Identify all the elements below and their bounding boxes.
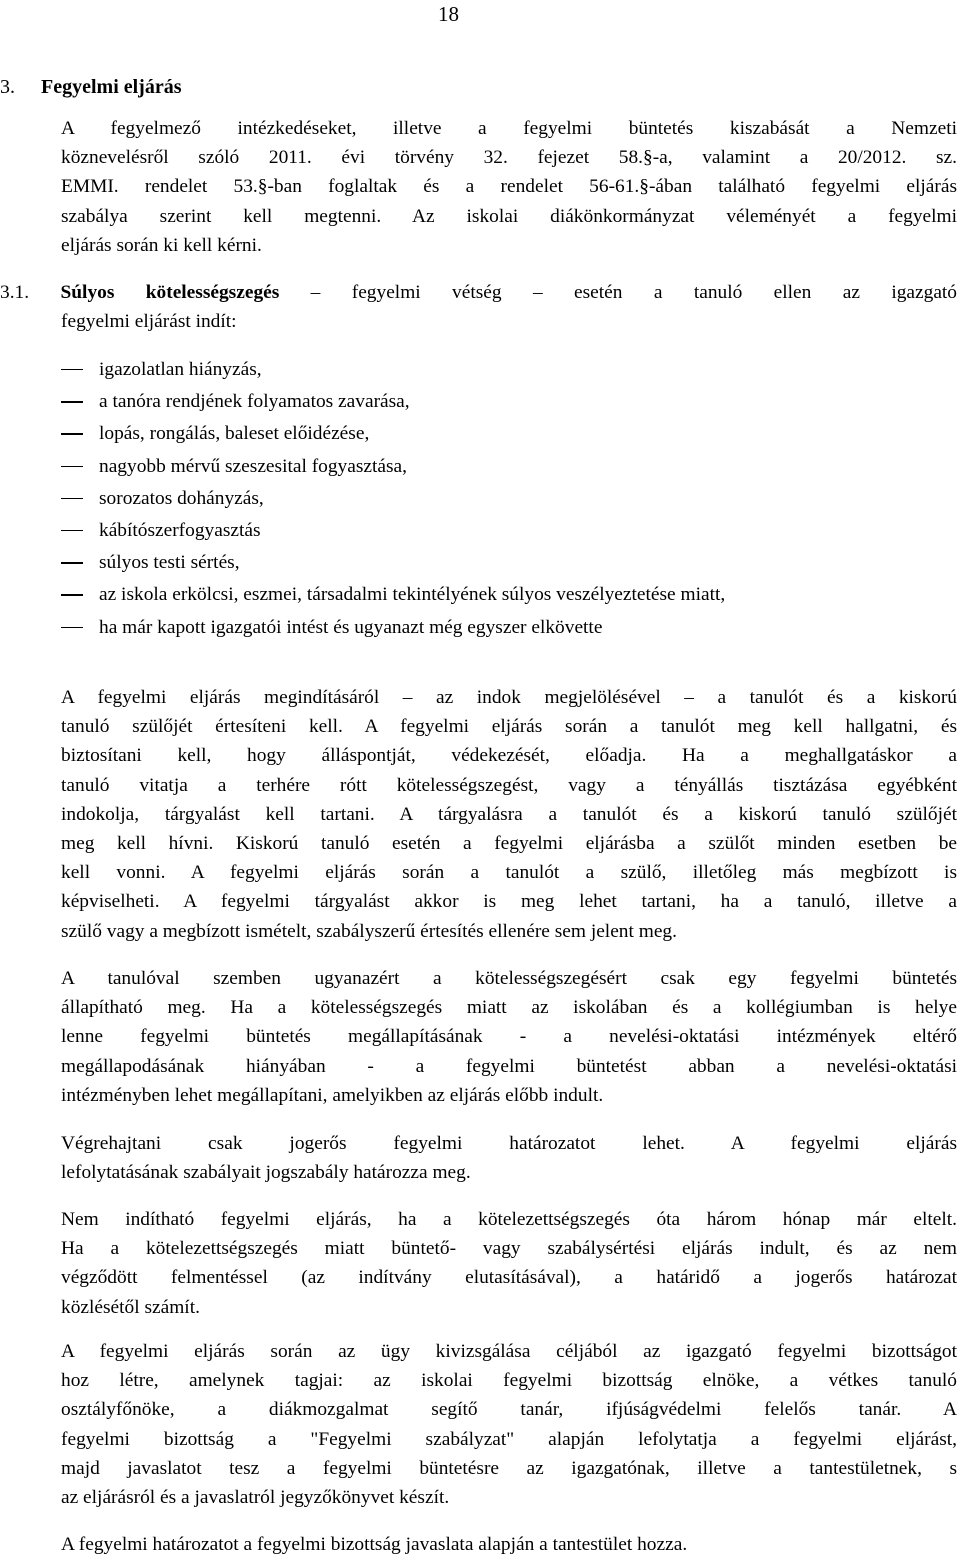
section-title: Fegyelmi eljárás	[41, 76, 182, 98]
paragraph-line: A fegyelmi eljárás megindításáról – az indok megjelölésével – a tanulót és a kiskorú	[61, 687, 957, 708]
paragraph-line: meg kell hívni. Kiskorú tanuló esetén a fegyelmi eljárásba a szülőt minden esetben be	[61, 833, 957, 855]
list-item: súlyos testi sértés,	[61, 547, 957, 579]
paragraph-line: osztályfőnöke, a diákmozgalmat segítő tanár, ifjúságvédelmi felelős tanár. A	[61, 1399, 957, 1421]
list-item: nagyobb mérvű szeszesital fogyasztása,	[61, 451, 957, 483]
subsection-heading-rest: – fegyelmi vétség – esetén a tanuló ellen az igazgató	[279, 282, 958, 303]
subsection-title: Súlyos kötelességszegés	[60, 282, 280, 303]
paragraph-line: indokolja, tárgyalást kell tartani. A tárgyalásra a tanulót és a kiskorú tanuló szülőjét	[61, 803, 957, 825]
dash-bullet-icon	[61, 594, 83, 595]
section-number: 3.	[0, 76, 15, 98]
paragraph-line: fegyelmi bizottság a "Fegyelmi szabályzat" alapján lefolytatja a fegyelmi eljárást,	[61, 1428, 957, 1450]
paragraph-notification	[61, 683, 957, 946]
dash-bullet-icon	[61, 369, 83, 370]
paragraph-line: lefolytatásának szabályait jogszabály határozza meg.	[61, 1162, 471, 1184]
paragraph-single-penalty	[61, 964, 957, 1110]
list-item: igazolatlan hiányzás,	[61, 354, 957, 386]
paragraph-line: A tanulóval szemben ugyanazért a kötelességszegésért csak egy fegyelmi büntetés	[61, 968, 957, 989]
dash-bullet-icon	[61, 401, 83, 402]
dash-bullet-icon	[61, 530, 83, 531]
paragraph-line: szülő vagy a megbízott ismételt, szabályszerű értesítés ellenére sem jelent meg.	[61, 920, 677, 942]
dash-bullet-icon	[61, 562, 83, 563]
page-number: 18	[438, 2, 459, 26]
paragraph-line: tanuló vitatja a terhére rótt kötelességszegést, vagy a tényállás tisztázása egyébként	[61, 774, 957, 796]
paragraph-committee	[61, 1337, 957, 1512]
paragraph-line: végződött felmentéssel (az indítvány elutasításával), a határidő a jogerős határozat	[61, 1267, 957, 1289]
paragraph-line: megállapodásának hiányában - a fegyelmi büntetést abban a nevelési-oktatási	[61, 1055, 957, 1077]
intro-line: A fegyelmező intézkedéseket, illetve a fegyelmi büntetés kiszabását a Nemzeti	[61, 118, 957, 139]
intro-line: eljárás során ki kell kérni.	[61, 234, 262, 256]
paragraph-line: tanuló szülőjét értesíteni kell. A fegyelmi eljárás során a tanulót meg kell hallgatni, és	[61, 716, 957, 738]
intro-line: szabálya szerint kell megtenni. Az iskolai diákönkormányzat véleményét a fegyelmi	[61, 205, 957, 227]
paragraph-line: majd javaslatot tesz a fegyelmi büntetésre az igazgatónak, illetve a tantestületnek, s	[61, 1457, 957, 1479]
paragraph-line: az eljárásról és a javaslatról jegyzőkönyvet készít.	[61, 1487, 450, 1509]
paragraph-line: intézményben lehet megállapítani, amelyikben az eljárás előbb indult.	[61, 1084, 604, 1106]
paragraph-enforcement	[61, 1129, 957, 1187]
paragraph-line: Nem indítható fegyelmi eljárás, ha a kötelezettségszegés óta három hónap már eltelt.	[61, 1209, 957, 1230]
dash-bullet-icon	[61, 466, 83, 467]
paragraph-line: A fegyelmi eljárás során az ügy kivizsgálása céljából az igazgató fegyelmi bizottságot	[61, 1341, 957, 1362]
intro-line: EMMI. rendelet 53.§-ban foglaltak és a rendelet 56-61.§-ában található fegyelmi eljárás	[61, 176, 957, 198]
paragraph-line: képviselheti. A fegyelmi tárgyalást akkor is meg lehet tartani, ha a tanuló, illetve a	[61, 891, 957, 913]
offense-list	[61, 354, 957, 644]
intro-line: köznevelésről szóló 2011. évi törvény 32. fejezet 58.§-a, valamint a 20/2012. sz.	[61, 147, 957, 169]
list-item: a tanóra rendjének folyamatos zavarása,	[61, 386, 957, 418]
paragraph-line: A fegyelmi határozatot a fegyelmi bizottság javaslata alapján a tantestület hozza.	[61, 1534, 688, 1555]
list-item: ha már kapott igazgatói intést és ugyanazt még egyszer elkövette	[61, 612, 957, 644]
list-item: az iskola erkölcsi, eszmei, társadalmi tekintélyének súlyos veszélyeztetése miatt,	[61, 579, 957, 611]
paragraph-line: lenne fegyelmi büntetés megállapításának - a nevelési-oktatási intézmények eltérő	[61, 1026, 957, 1048]
paragraph-line: közlésétől számít.	[61, 1296, 200, 1318]
paragraph-decision	[61, 1530, 957, 1559]
subsection-heading-continuation: fegyelmi eljárást indít:	[61, 311, 237, 332]
subsection-number: 3.1.	[0, 282, 30, 303]
paragraph-line: hoz létre, amelynek tagjai: az iskolai fegyelmi bizottság elnöke, a vétkes tanuló	[61, 1370, 957, 1392]
list-item: kábítószerfogyasztás	[61, 515, 957, 547]
dash-bullet-icon	[61, 498, 83, 499]
paragraph-line: Ha a kötelezettségszegés miatt büntető- vagy szabálysértési eljárás indult, és az nem	[61, 1238, 957, 1260]
paragraph-line: állapítható meg. Ha a kötelességszegés miatt az iskolában és a kollégiumban is helye	[61, 997, 957, 1019]
subsection-heading	[0, 278, 957, 307]
dash-bullet-icon	[61, 627, 83, 628]
section-heading	[0, 76, 182, 99]
list-item: lopás, rongálás, baleset előidézése,	[61, 418, 957, 450]
paragraph-line: biztosítani kell, hogy álláspontját, védekezését, előadja. Ha a meghallgatáskor a	[61, 745, 957, 767]
dash-bullet-icon	[61, 433, 83, 434]
paragraph-line: kell vonni. A fegyelmi eljárás során a tanulót a szülő, illetőleg más megbízott is	[61, 862, 957, 884]
paragraph-line: Végrehajtani csak jogerős fegyelmi határozatot lehet. A fegyelmi eljárás	[61, 1133, 957, 1154]
list-item: sorozatos dohányzás,	[61, 483, 957, 515]
intro-paragraph	[61, 114, 957, 260]
paragraph-time-limit	[61, 1205, 957, 1322]
